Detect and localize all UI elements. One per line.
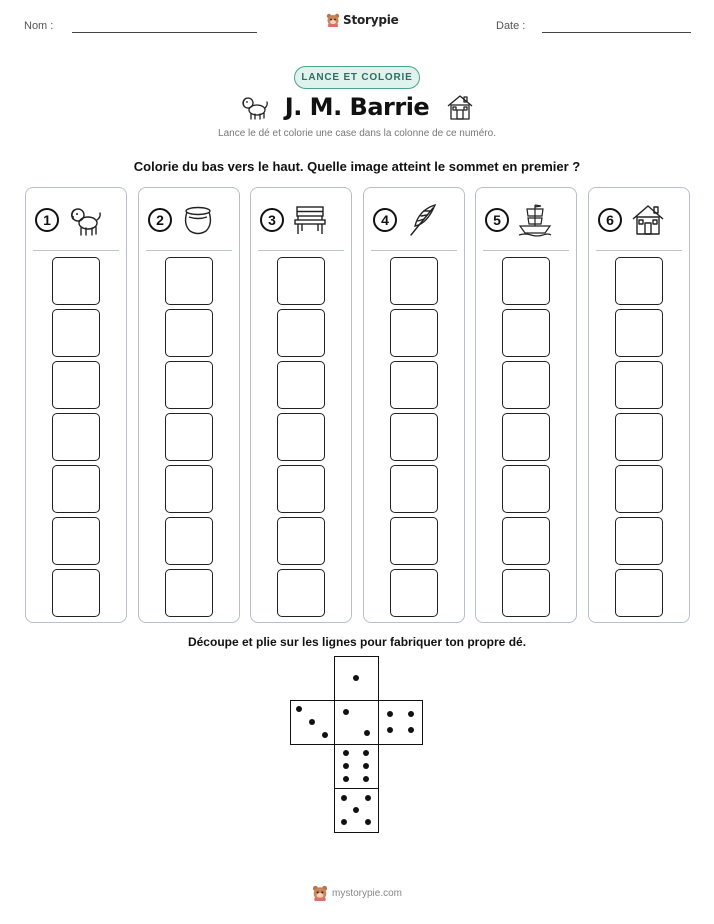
column-5 [475, 187, 577, 623]
color-cell[interactable] [502, 465, 550, 513]
column-header [35, 202, 103, 238]
dice-pip [353, 807, 359, 813]
dice-face-left [290, 700, 335, 745]
dice-pip [364, 730, 370, 736]
column-6 [588, 187, 690, 623]
activity-badge: LANCE ET COLORIE [294, 66, 420, 89]
dice-face-bottom [334, 788, 379, 833]
column-header [485, 202, 553, 238]
house-icon [630, 202, 666, 238]
column-separator [596, 250, 682, 251]
cut-instruction: Découpe et plie sur les lignes pour fabriquer ton propre dé. [187, 635, 527, 649]
color-cell[interactable] [390, 413, 438, 461]
color-cell[interactable] [52, 465, 100, 513]
column-number: 2 [148, 208, 172, 232]
color-cell[interactable] [277, 465, 325, 513]
color-cell[interactable] [277, 569, 325, 617]
column-2 [138, 187, 240, 623]
color-cell[interactable] [165, 465, 213, 513]
name-label: Nom : [24, 20, 54, 32]
footer [0, 885, 714, 901]
color-cell[interactable] [52, 569, 100, 617]
color-cell[interactable] [502, 257, 550, 305]
subtitle: Lance le dé et colorie une case dans la colonne de ce numéro. [218, 128, 496, 139]
date-line [542, 32, 691, 33]
dice-face-right [378, 700, 423, 745]
column-header [148, 202, 216, 238]
dice-pip [343, 709, 349, 715]
color-cell[interactable] [615, 569, 663, 617]
color-cell[interactable] [615, 465, 663, 513]
dice-pip [387, 711, 393, 717]
color-cell[interactable] [615, 309, 663, 357]
color-cell[interactable] [52, 257, 100, 305]
dice-pip [408, 711, 414, 717]
color-cell[interactable] [277, 361, 325, 409]
column-separator [146, 250, 232, 251]
dice-pip [309, 719, 315, 725]
column-separator [33, 250, 119, 251]
color-cell[interactable] [52, 413, 100, 461]
color-cell[interactable] [390, 569, 438, 617]
dice-pip [363, 763, 369, 769]
column-number: 6 [598, 208, 622, 232]
color-cell[interactable] [52, 309, 100, 357]
color-cell[interactable] [277, 517, 325, 565]
dice-pip [363, 776, 369, 782]
color-cell[interactable] [277, 257, 325, 305]
title-row [0, 92, 714, 122]
dice-pip [341, 795, 347, 801]
color-cell[interactable] [502, 569, 550, 617]
color-cell[interactable] [502, 413, 550, 461]
brand-name: Storypie [343, 13, 399, 27]
color-cell[interactable] [615, 517, 663, 565]
color-cell[interactable] [615, 413, 663, 461]
color-cell[interactable] [615, 361, 663, 409]
color-cell[interactable] [390, 361, 438, 409]
dice-pip [353, 675, 359, 681]
dice-pip [363, 750, 369, 756]
color-cell[interactable] [165, 257, 213, 305]
color-cell[interactable] [165, 309, 213, 357]
color-cell[interactable] [277, 309, 325, 357]
color-cell[interactable] [390, 465, 438, 513]
column-1 [25, 187, 127, 623]
dice-pip [408, 727, 414, 733]
name-line [72, 32, 257, 33]
house-icon [445, 92, 475, 122]
color-cell[interactable] [502, 361, 550, 409]
column-separator [258, 250, 344, 251]
storypie-mascot-icon [312, 885, 328, 901]
column-number: 3 [260, 208, 284, 232]
color-cell[interactable] [615, 257, 663, 305]
column-3 [250, 187, 352, 623]
bench-icon [292, 202, 328, 238]
color-cell[interactable] [165, 517, 213, 565]
storypie-mascot-icon [326, 13, 340, 27]
color-cell[interactable] [502, 309, 550, 357]
pot-icon [180, 202, 216, 238]
column-header [373, 202, 441, 238]
color-cell[interactable] [390, 309, 438, 357]
dice-pip [296, 706, 302, 712]
color-cell[interactable] [52, 517, 100, 565]
pirate-ship-icon [517, 202, 553, 238]
color-cell[interactable] [165, 413, 213, 461]
color-cell[interactable] [502, 517, 550, 565]
dog-icon [239, 92, 269, 122]
dice-pip [365, 795, 371, 801]
date-label: Date : [496, 20, 526, 32]
column-number: 1 [35, 208, 59, 232]
column-separator [483, 250, 569, 251]
column-number: 5 [485, 208, 509, 232]
color-cell[interactable] [52, 361, 100, 409]
color-cell[interactable] [165, 361, 213, 409]
dice-pip [387, 727, 393, 733]
brand-logo [326, 13, 399, 27]
column-number: 4 [373, 208, 397, 232]
dice-pip [343, 776, 349, 782]
dice-pip [365, 819, 371, 825]
color-cell[interactable] [165, 569, 213, 617]
column-separator [371, 250, 457, 251]
dice-face-center [334, 700, 379, 745]
column-header [260, 202, 328, 238]
color-cell[interactable] [390, 517, 438, 565]
dice-pip [341, 819, 347, 825]
page-title: J. M. Barrie [284, 93, 430, 121]
dice-pip [343, 763, 349, 769]
color-cell[interactable] [390, 257, 438, 305]
column-header [598, 202, 666, 238]
column-4 [363, 187, 465, 623]
dog-icon [67, 202, 103, 238]
footer-url: mystorypie.com [331, 887, 402, 899]
dice-face-lower [334, 744, 379, 789]
dice-pip [343, 750, 349, 756]
color-cell[interactable] [277, 413, 325, 461]
dice-face-top [334, 656, 379, 701]
instruction: Colorie du bas vers le haut. Quelle image atteint le sommet en premier ? [133, 159, 581, 174]
dice-pip [322, 732, 328, 738]
feather-quill-icon [405, 202, 441, 238]
